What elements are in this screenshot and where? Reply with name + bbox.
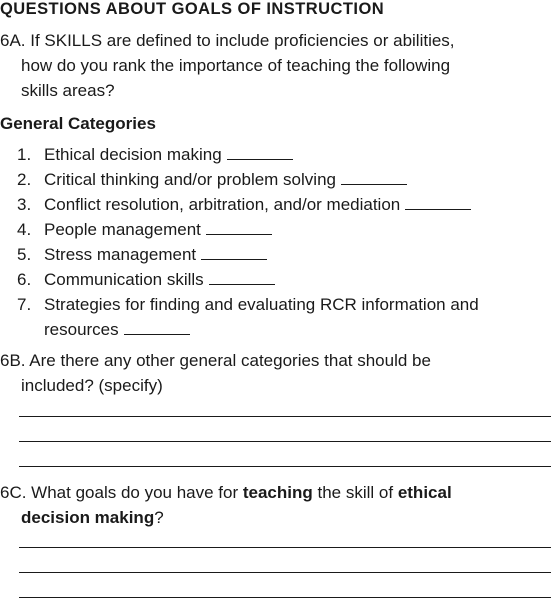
rank-blank[interactable] [227,145,293,160]
q6c-bold-teaching: teaching [242,483,313,502]
item-number: 1. [17,145,32,164]
item-label-continued: resources [44,320,119,339]
rank-blank[interactable] [206,220,272,235]
rank-blank[interactable] [341,170,407,185]
skills-list [17,142,551,342]
question-6c-line1 [0,480,452,505]
list-item [17,217,551,242]
rank-blank[interactable] [209,270,275,285]
answer-line-6c-3[interactable] [19,597,551,598]
item-number: 6. [17,270,32,289]
section-header: QUESTIONS ABOUT GOALS OF INSTRUCTION [0,0,385,18]
q6c-middle: the skill of [312,483,398,502]
item-number: 4. [17,220,32,239]
item-label: Stress management [44,245,197,264]
item-label: Communication skills [44,270,204,289]
rank-blank[interactable] [405,195,471,210]
item-label: Critical thinking and/or problem solving [44,170,336,189]
item-number: 2. [17,170,32,189]
list-item [17,167,551,192]
list-item [17,242,551,267]
q6c-suffix: ? [154,508,164,527]
item-label: People management [44,220,201,239]
q6c-bold-ethical: ethical [397,483,452,502]
general-categories-title: General Categories [0,114,156,133]
question-6c-line2 [21,505,164,530]
list-item [17,292,551,317]
answer-line-6c-2[interactable] [19,572,551,573]
list-item [17,192,551,217]
answer-line-6b-1[interactable] [19,416,551,417]
list-item-continuation [17,317,551,342]
q6c-bold-decision-making: decision making [21,508,155,527]
question-6a-line1: 6A. If SKILLS are defined to include proficiencies or abilities, [0,31,455,50]
list-item [17,142,551,167]
item-number: 5. [17,245,32,264]
answer-line-6b-2[interactable] [19,441,551,442]
question-6a-line2: how do you rank the importance of teaching the following [21,56,451,75]
item-label: Strategies for finding and evaluating RCR information and [44,295,479,314]
item-label: Conflict resolution, arbitration, and/or mediation [44,195,401,214]
rank-blank[interactable] [124,320,190,335]
item-number: 3. [17,195,32,214]
question-6b-line1: 6B. Are there any other general categories that should be [0,351,431,370]
list-item [17,267,551,292]
question-6a-line3: skills areas? [21,81,115,100]
item-label: Ethical decision making [44,145,222,164]
rank-blank[interactable] [201,245,267,260]
q6c-prefix: 6C. What goals do you have for [0,483,243,502]
item-number: 7. [17,295,32,314]
answer-line-6b-3[interactable] [19,466,551,467]
question-6b-line2: included? (specify) [21,376,163,395]
answer-line-6c-1[interactable] [19,547,551,548]
